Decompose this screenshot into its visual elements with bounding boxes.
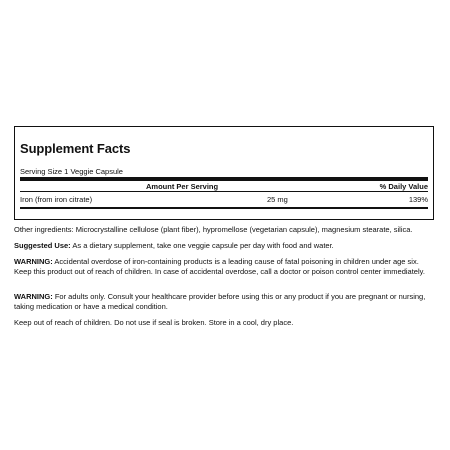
serving-size: Serving Size 1 Veggie Capsule: [20, 167, 123, 176]
warning-adults: [14, 292, 436, 311]
storage-instructions: Keep out of reach of children. Do not use if seal is broken. Store in a cool, dry place.: [14, 318, 294, 327]
suggested-use: [14, 241, 436, 251]
daily-value-header: % Daily Value: [379, 182, 428, 191]
supplement-facts-title: Supplement Facts: [20, 141, 131, 156]
warning-adults-text: For adults only. Consult your healthcare provider before using this or any product if you are pregnant or nursing, taking medication or have a medical condition.: [14, 292, 426, 311]
thin-divider: [20, 191, 428, 192]
thick-divider: [20, 177, 428, 181]
nutrient-daily-value: 139%: [408, 195, 428, 204]
amount-per-serving-header: Amount Per Serving: [146, 182, 219, 191]
suggested-use-label: Suggested Use:: [14, 241, 71, 250]
warning-iron-text: Accidental overdose of iron-containing products is a leading cause of fatal poisoning in children under age six. Keep this product out of reach of children. In case of accidental overdose, call a doctor or poison control center immediately.: [14, 257, 425, 276]
warning-iron: [14, 257, 436, 276]
warning-adults-label: WARNING:: [14, 292, 53, 301]
nutrient-amount: 25 mg: [267, 195, 288, 204]
nutrient-row: [20, 195, 428, 205]
supplement-facts-panel: [14, 126, 434, 220]
warning-iron-label: WARNING:: [14, 257, 53, 266]
bottom-divider: [20, 207, 428, 209]
nutrient-name: Iron (from iron citrate): [20, 195, 93, 204]
other-ingredients: Other ingredients: Microcrystalline cellulose (plant fiber), hypromellose (vegetarian capsule), magnesium stearate, silica.: [14, 225, 413, 234]
suggested-use-text: As a dietary supplement, take one veggie capsule per day with food and water.: [70, 241, 334, 250]
